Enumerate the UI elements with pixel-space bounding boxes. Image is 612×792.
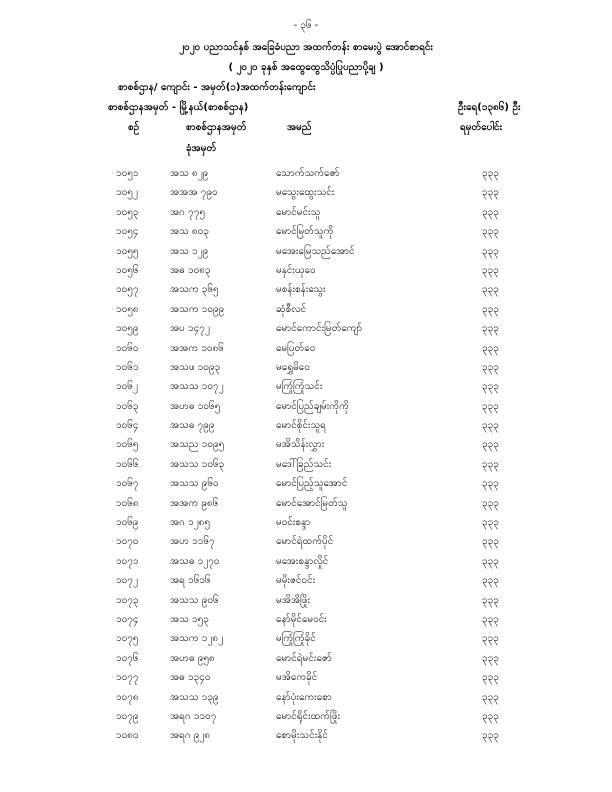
- row-name: မောင်ပြည့်သူအောင်: [276, 478, 348, 490]
- row-name: မရွှေမိဝေ: [276, 361, 310, 373]
- row-marks: ၃၃၃: [482, 323, 499, 335]
- row-reg-number: အသသ ၁၀၆၃: [170, 458, 225, 470]
- table-row: [0, 437, 612, 456]
- row-marks: ၃၃၃: [482, 652, 499, 664]
- row-marks: ၃၃၃: [482, 536, 499, 548]
- row-marks: ၃၃၃: [482, 342, 499, 354]
- header-marks: ရမှတ်ပေါင်း: [460, 122, 503, 133]
- table-row: [0, 515, 612, 534]
- row-reg-number: အရဂ ၁၁၀၇: [170, 710, 217, 722]
- row-number: ၁၀၇၂: [116, 575, 138, 587]
- row-marks: ၃၃၃: [482, 245, 499, 257]
- table-row: [0, 244, 612, 263]
- row-reg-number: အဂ ၇၇၅: [170, 206, 205, 218]
- row-reg-number: အရ ၁၆၁၆: [170, 575, 211, 587]
- row-reg-number: အသ ၈၂၉: [170, 168, 209, 179]
- exam-office-line: စာစစ်ဌာနအမှတ် - မြို့နယ်(စာစစ်ဌာန): [108, 102, 249, 113]
- table-row: [0, 341, 612, 360]
- row-reg-number: အဓ ၁၀၈၃: [170, 264, 211, 276]
- results-table: [0, 166, 612, 748]
- table-row: [0, 651, 612, 670]
- row-number: ၁၀၆၈: [116, 497, 139, 509]
- row-marks: ၃၃၃: [482, 478, 499, 490]
- row-marks: ၃၃၃: [482, 206, 499, 218]
- row-reg-number: အအက ၉၈၆: [170, 497, 219, 509]
- row-name: မကြုံကြုံသင်း: [276, 381, 323, 393]
- row-marks: ၃၃၃: [482, 226, 499, 238]
- row-name: မောင်မြတ်သူကို: [276, 226, 334, 238]
- row-marks: ၃၃၃: [482, 710, 499, 722]
- row-reg-number: အသ ၁၂၉: [170, 245, 209, 257]
- row-number: ၁၀၇၉: [116, 710, 139, 722]
- row-marks: ၃၃၃: [482, 400, 499, 412]
- row-marks: ၃၃၃: [482, 730, 499, 742]
- row-marks: ၃၃၃: [482, 517, 499, 529]
- row-number: ၁၀၆၂: [116, 381, 138, 393]
- table-row: [0, 379, 612, 398]
- row-reg-number: အသ ၈၀၃: [170, 226, 209, 238]
- document-title: ၂၀၂၀ ပညာသင်နှစ် အခြေခံပညာ အထက်တန်း စာမေးပွဲ အောင်စာရင်း: [179, 42, 433, 53]
- row-number: ၁၀၅၇: [116, 284, 139, 296]
- row-number: ၁၀၆၁: [116, 361, 139, 373]
- row-name: မသွေးထွေးသင်း: [276, 187, 335, 199]
- row-name: မောင်ရိုင်းထက်ဖြိုး: [276, 710, 341, 722]
- row-reg-number: အအအ ၇၉၀: [170, 187, 218, 199]
- row-reg-number: အဂ ၁၂၈၅: [170, 517, 210, 529]
- row-name: မောင်ရဲထက်ပိုင်: [276, 536, 334, 548]
- row-number: ၁၀၆၄: [116, 420, 139, 432]
- row-reg-number: အသသ ၁၃၉: [170, 691, 219, 703]
- row-reg-number: အဟဓ ၁၀၆၅: [170, 400, 221, 412]
- row-name: နော်မိုင်မေဝင်း: [276, 613, 327, 625]
- row-reg-number: အဟဓ ၉၅၈: [170, 652, 215, 664]
- row-reg-number: အအက ၁၀၈၆: [170, 342, 224, 354]
- row-reg-number: အသဓ ၇၉၉: [170, 420, 215, 432]
- table-row: [0, 457, 612, 476]
- row-number: ၁၀၅၂: [116, 187, 138, 199]
- row-name: မေပြတ်ဝေ: [276, 342, 316, 354]
- table-row: [0, 185, 612, 204]
- row-marks: ၃၃၃: [482, 284, 499, 296]
- row-marks: ၃၃၃: [482, 691, 499, 703]
- table-row: [0, 224, 612, 243]
- row-marks: ၃၃၃: [482, 187, 499, 199]
- table-row: [0, 554, 612, 573]
- header-reg: [186, 120, 286, 156]
- school-line: စာစစ်ဌာန/ ကျောင်း - အမှတ်(၁)အထက်တန်းကျောင်း: [118, 82, 316, 93]
- table-row: [0, 670, 612, 689]
- row-reg-number: အဟ ၁၁၆၇: [170, 536, 215, 548]
- table-row: [0, 418, 612, 437]
- row-reg-number: အသသ ၁၀၇၂: [170, 381, 224, 393]
- row-name: စောမိုးသင်းနိုင်: [276, 730, 328, 742]
- row-name: မမိုးဇင်ဝင်း: [276, 575, 316, 587]
- row-reg-number: အသဓ ၁၂၇၀: [170, 555, 220, 567]
- row-marks: ၃၃၃: [482, 613, 499, 625]
- table-row: [0, 612, 612, 631]
- row-reg-number: အသသ ၉၀၆: [170, 594, 219, 606]
- row-name: မဝင်းစန္ဒာ: [276, 517, 311, 529]
- row-name: မဒေါ်ခြည်သင်း: [276, 458, 332, 470]
- row-name: မောင်မင်းသူ: [276, 206, 321, 218]
- row-marks: ၃၃၃: [482, 497, 499, 509]
- row-marks: ၃၃၃: [482, 672, 499, 684]
- row-number: ၁၀၇၄: [116, 613, 139, 625]
- row-number: ၁၀၆၆: [116, 458, 139, 470]
- row-marks: ၃၃၃: [482, 168, 499, 179]
- row-number: ၁၀၆၅: [116, 439, 139, 451]
- row-number: ၁၀၇၆: [116, 652, 139, 664]
- row-reg-number: အပ ၁၄၇၂: [170, 323, 210, 335]
- row-number: ၁၀၇၃: [116, 594, 139, 606]
- table-row: [0, 166, 612, 185]
- row-number: ၁၀၅၄: [116, 226, 139, 238]
- row-number: ၁၀၇၅: [116, 633, 139, 645]
- table-row: [0, 534, 612, 553]
- row-reg-number: အသဖ ၁၀၉၃: [170, 361, 221, 373]
- row-name: မောင်အောင်မြတ်သူ: [276, 497, 348, 509]
- row-name: မောင်ကောင်းမြတ်ကျော်: [276, 323, 363, 335]
- page-number: - ၃၆ -: [293, 20, 319, 31]
- row-number: ၁၀၅၉: [116, 323, 139, 335]
- table-row: [0, 476, 612, 495]
- table-row: [0, 496, 612, 515]
- row-marks: ၃၃၃: [482, 439, 499, 451]
- row-marks: ၃၃၃: [482, 575, 499, 587]
- row-reg-number: အသက ၁၀၉၉: [170, 303, 225, 315]
- table-row: [0, 263, 612, 282]
- row-name: မောင်ရဲမင်းဇော်: [276, 652, 332, 664]
- row-number: ၁၀၆၀: [116, 342, 139, 354]
- header-reg-line1: စာစစ်ဌာနအမှတ်: [186, 122, 247, 133]
- table-row: [0, 302, 612, 321]
- table-row: [0, 321, 612, 340]
- row-name: မနှင်းယုဝေ: [276, 264, 316, 276]
- row-number: ၁၀၅၈: [116, 303, 139, 315]
- row-marks: ၃၃၃: [482, 633, 499, 645]
- row-number: ၁၀၅၁: [116, 168, 139, 179]
- row-name: ဆုံစီလင်: [276, 303, 307, 315]
- table-row: [0, 690, 612, 709]
- row-marks: ၃၃၃: [482, 361, 499, 373]
- table-row: [0, 205, 612, 224]
- row-marks: ၃၃၃: [482, 420, 499, 432]
- row-marks: ၃၃၃: [482, 555, 499, 567]
- header-name: အမည်: [287, 122, 312, 133]
- header-no: စဉ်: [128, 122, 140, 133]
- row-name: မအိအိဖြိုး: [276, 594, 311, 606]
- row-name: မစန်းစန်းသွေး: [276, 284, 326, 296]
- row-reg-number: အသက ၃၆၅: [170, 284, 219, 296]
- row-name: မောင်ပြည်ချမ်းကိုကို: [276, 400, 349, 412]
- row-reg-number: အရဂ ၉၂၈: [170, 730, 211, 742]
- row-marks: ၃၃၃: [482, 264, 499, 276]
- row-reg-number: အသသ ၉၆၀: [170, 478, 219, 490]
- table-row: [0, 573, 612, 592]
- header-reg-line2: ခုံအမှတ်: [186, 143, 217, 154]
- table-row: [0, 399, 612, 418]
- row-number: ၁၀၈၀: [116, 730, 139, 742]
- total-count: ဦးရေ(၁၃၈၆) ဦး: [458, 102, 521, 113]
- row-name: မအိကေခိုင်: [276, 672, 318, 684]
- table-row: [0, 709, 612, 728]
- row-name: နော်ပုံးကေးစော: [276, 691, 332, 703]
- row-number: ၁၀၇၈: [116, 691, 139, 703]
- table-row: [0, 728, 612, 747]
- row-number: ၁၀၇၀: [116, 536, 139, 548]
- row-reg-number: အသက ၁၂၈၂: [170, 633, 223, 645]
- row-name: မောင်စိုင်းသူရ: [276, 420, 326, 432]
- row-reg-number: အဓ ၁၃၄၀: [170, 672, 211, 684]
- table-row: [0, 631, 612, 650]
- row-number: ၁၀၆၇: [116, 478, 139, 490]
- table-row: [0, 360, 612, 379]
- row-name: မကြုံကြုံခိုင်: [276, 633, 316, 645]
- row-marks: ၃၃၃: [482, 381, 499, 393]
- row-reg-number: အသ ၁၅၃: [170, 613, 209, 625]
- row-name: သောက်သက်ဇော်: [276, 168, 340, 179]
- row-number: ၁၀၅၅: [116, 245, 139, 257]
- row-number: ၁၀၇၇: [116, 672, 139, 684]
- row-marks: ၃၃၃: [482, 594, 499, 606]
- document-subtitle: ( ၂၀၂၀ ခုနှစ် အထွေထွေသိပ္ပံပြုပညာပို့ချ ): [228, 62, 384, 73]
- row-name: မအေးစန္ဒာလှိုင်: [276, 555, 329, 567]
- row-name: မအေးမြေသည်အောင်: [276, 245, 355, 257]
- row-number: ၁၀၅၃: [116, 206, 139, 218]
- row-number: ၁၀၅၆: [116, 264, 139, 276]
- row-number: ၁၀၇၁: [116, 555, 139, 567]
- row-name: မအိသိန်းလွှား: [276, 439, 325, 451]
- row-number: ၁၀၆၉: [116, 517, 139, 529]
- table-row: [0, 593, 612, 612]
- table-row: [0, 282, 612, 301]
- row-marks: ၃၃၃: [482, 458, 499, 470]
- row-reg-number: အသည ၁၀၉၅: [170, 439, 225, 451]
- row-marks: ၃၃၃: [482, 303, 499, 315]
- row-number: ၁၀၆၃: [116, 400, 139, 412]
